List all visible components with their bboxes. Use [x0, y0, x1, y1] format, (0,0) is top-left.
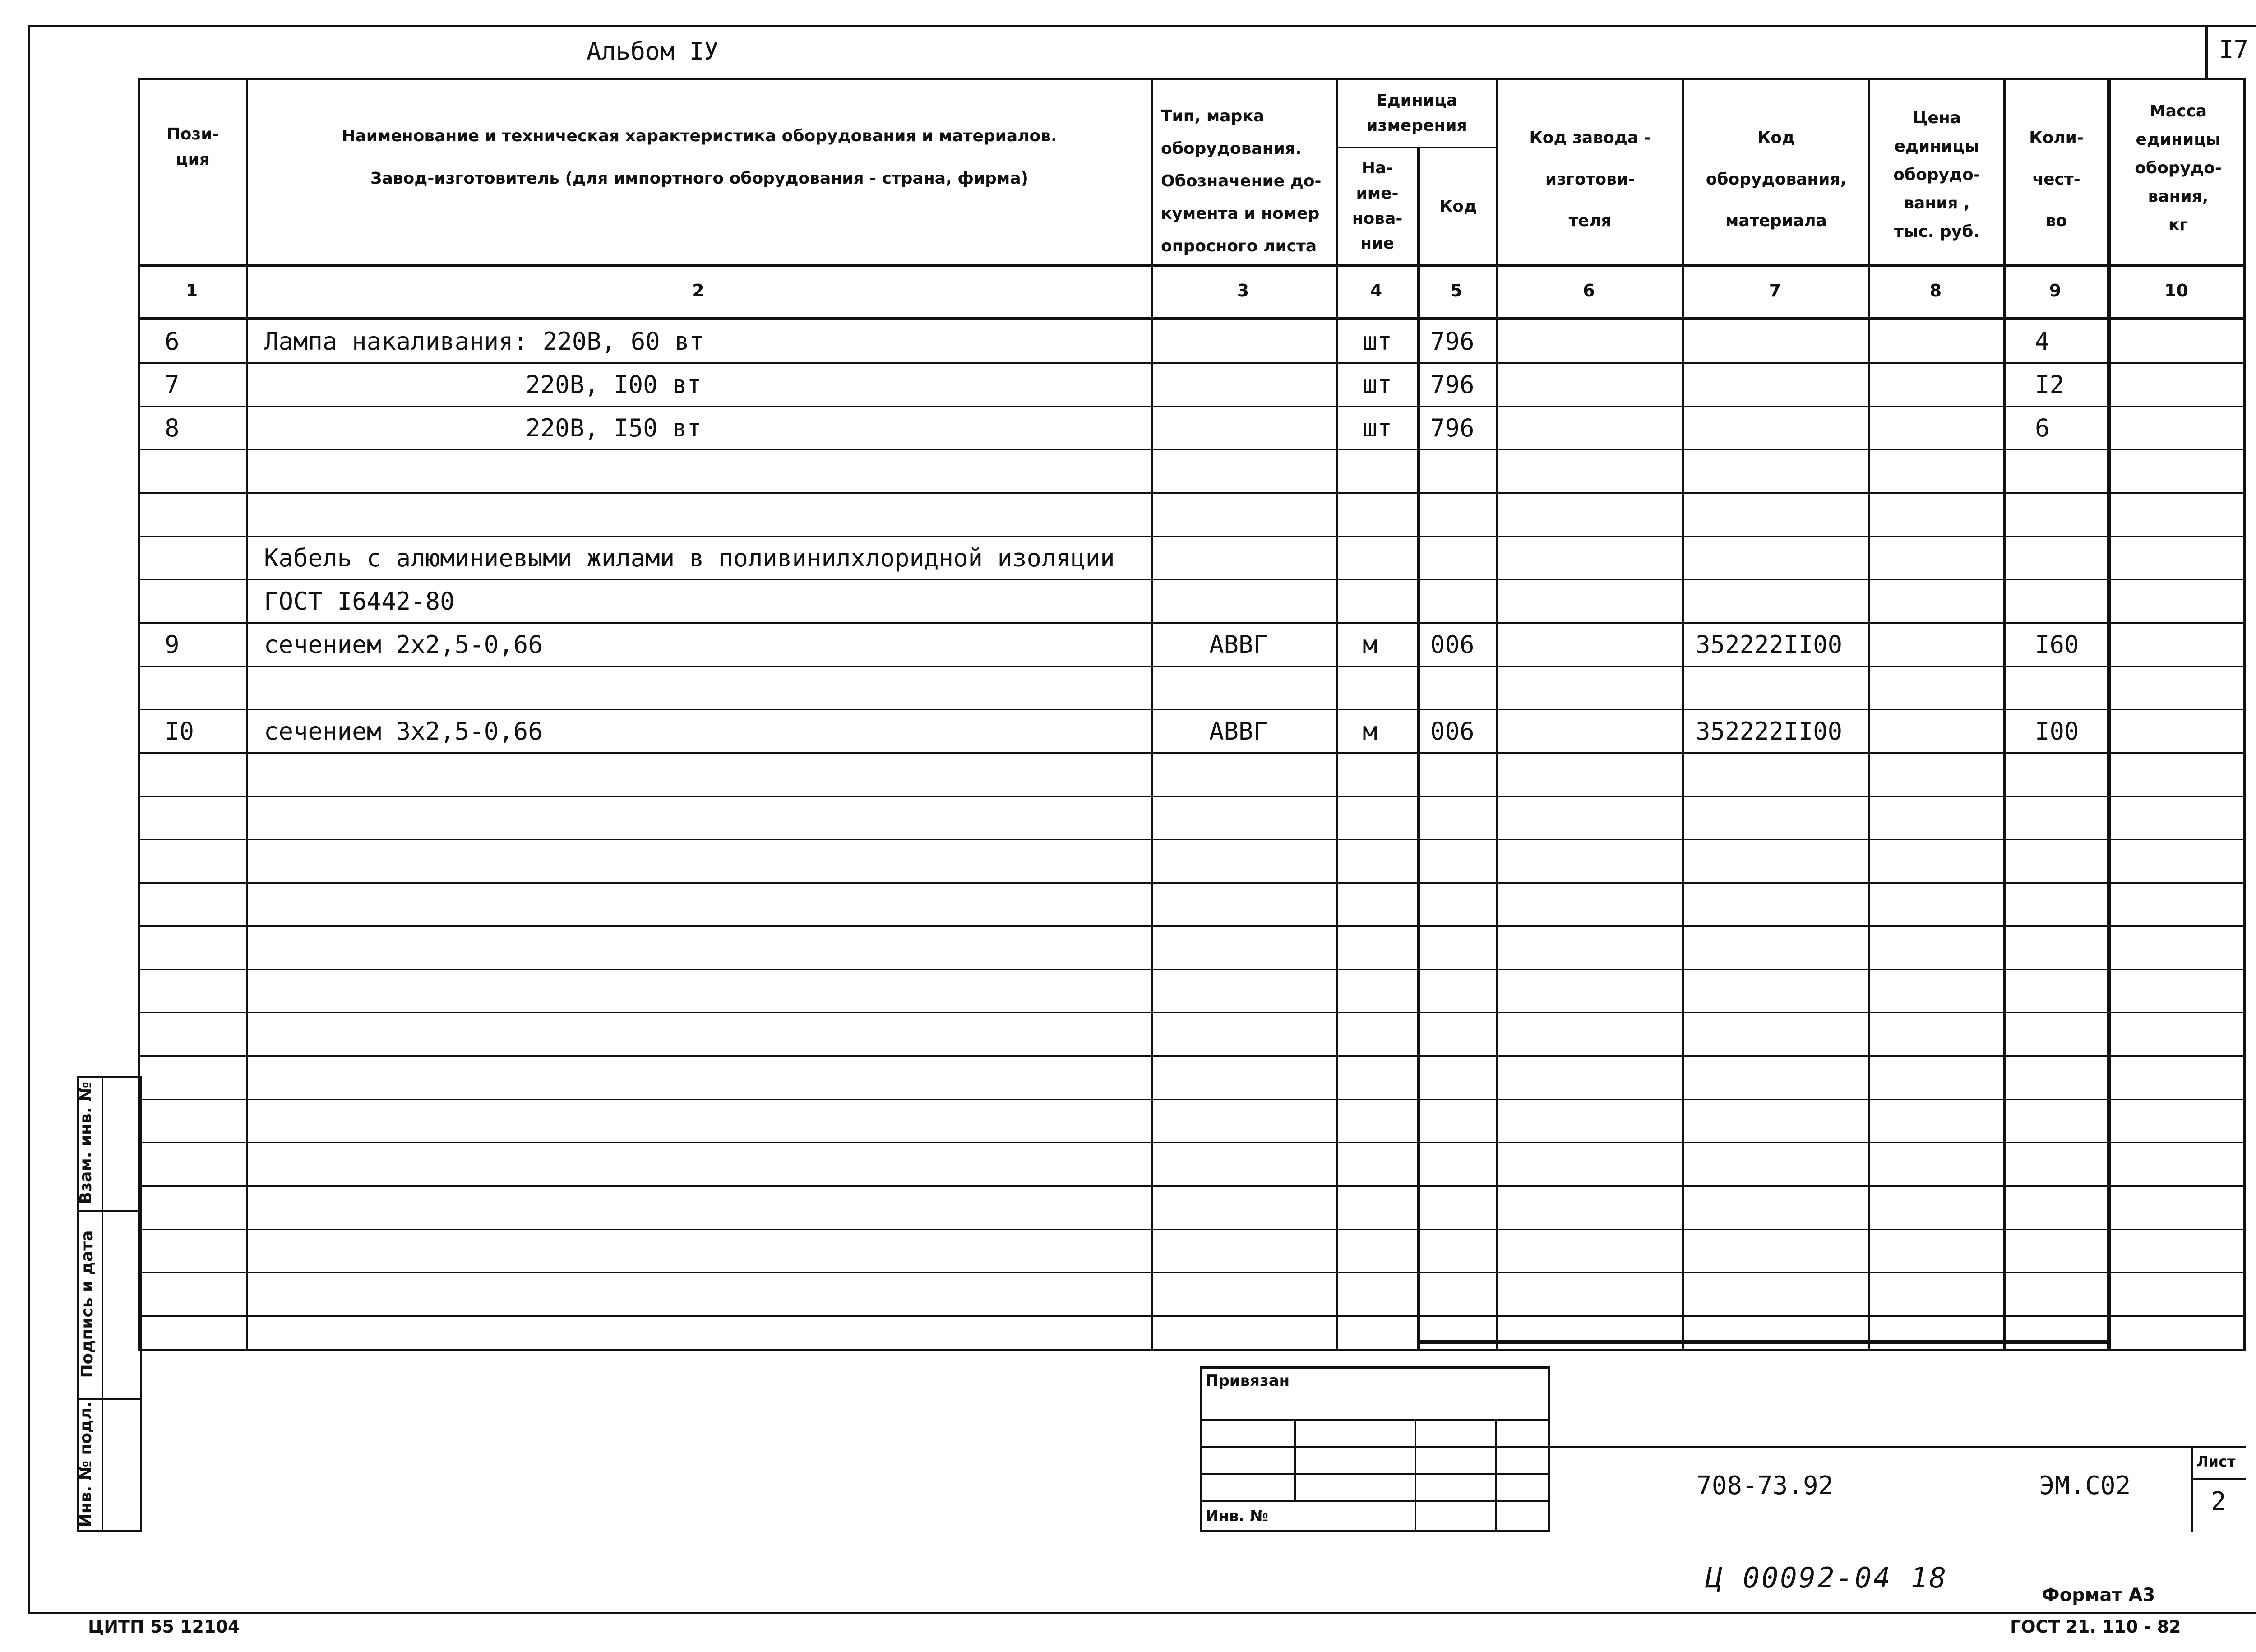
side-stamp-line-1: [77, 1210, 142, 1212]
cell-name: 220В, I00 вт: [526, 370, 702, 399]
col-line-7: [1868, 78, 1870, 1351]
cell-material-code: 352222II00: [1696, 630, 1843, 659]
row-line: [138, 1315, 2246, 1317]
row-line: [138, 536, 2246, 537]
row-line: [138, 1229, 2246, 1230]
attached-line-4: [1200, 1500, 1550, 1502]
cell-unit: шт: [1363, 327, 1392, 356]
column-number-5: 5: [1450, 281, 1462, 301]
column-number-7: 7: [1769, 281, 1781, 301]
cell-unit: м: [1363, 717, 1378, 745]
row-line: [138, 1185, 2246, 1187]
row-line: [138, 449, 2246, 450]
row-line: [138, 882, 2246, 884]
row-line: [138, 362, 2246, 364]
header-unit-group: Единица измерения: [1366, 91, 1467, 135]
side-label-sign-date: Подпись и дата: [78, 1230, 97, 1378]
spec-table: [138, 78, 2246, 1351]
column-number-1: 1: [185, 281, 198, 301]
header-price: Цена единицы оборудо- вания , тыс. руб.: [1893, 109, 1980, 241]
cell-unit: м: [1363, 630, 1378, 659]
cell-quantity: I00: [2035, 717, 2079, 745]
cell-position: 9: [165, 630, 180, 659]
column-number-10: 10: [2164, 281, 2188, 301]
header-material-code: Код оборудования, материала: [1706, 129, 1847, 230]
attached-col-2: [1415, 1419, 1416, 1532]
handwritten-code: Ц 00092-04 18: [1706, 1561, 1948, 1594]
cell-quantity: 6: [2035, 414, 2050, 442]
header-mass: Масса единицы оборудо- вания, кг: [2135, 102, 2222, 234]
row-line: [138, 969, 2246, 970]
col-line-9: [2107, 78, 2111, 1351]
column-number-4: 4: [1370, 281, 1382, 301]
attached-col-3: [1495, 1419, 1497, 1532]
attached-label: Привязан: [1206, 1372, 1290, 1390]
title-block-top: [1550, 1446, 2246, 1448]
cell-type: АВВГ: [1209, 717, 1268, 745]
attached-line-1: [1200, 1419, 1550, 1421]
header-type: Тип, марка оборудования. Обозначение до- кумента и номер опросного листа: [1161, 107, 1322, 255]
cell-name: 220В, I50 вт: [526, 414, 702, 442]
row-line: [138, 1099, 2246, 1100]
header-bottom-line: [138, 264, 2246, 267]
row-line: [138, 1142, 2246, 1143]
row-line: [138, 406, 2246, 407]
column-number-6: 6: [1583, 281, 1595, 301]
sheet-label: Лист: [2196, 1453, 2236, 1470]
unit-group-line: [1336, 147, 1496, 148]
cell-position: 7: [165, 370, 180, 399]
cell-position: 6: [165, 327, 180, 356]
cell-name: Лампа накаливания: 220В, 60 вт: [264, 327, 704, 356]
col-line-6: [1682, 78, 1684, 1351]
cell-unit: шт: [1363, 370, 1392, 399]
header-unit-code: Код: [1439, 197, 1477, 216]
row-line: [138, 1012, 2246, 1013]
row-line: [138, 1272, 2246, 1273]
standard-code: ГОСТ 21. 110 - 82: [2010, 1617, 2181, 1637]
cell-name: Кабель с алюминиевыми жилами в поливинилхлоридной изоляции: [264, 544, 1115, 572]
column-number-9: 9: [2049, 281, 2062, 301]
cell-unit-code: 796: [1430, 414, 1475, 442]
column-number-2: 2: [692, 281, 704, 301]
attached-line-2: [1200, 1446, 1550, 1448]
row-line: [138, 839, 2246, 840]
col-line-2: [1151, 78, 1153, 1351]
cell-quantity: I2: [2035, 370, 2065, 399]
cell-material-code: 352222II00: [1696, 717, 1843, 745]
column-number-3: 3: [1237, 281, 1249, 301]
org-code: ЦИТП 55 12104: [88, 1617, 240, 1637]
col-line-3: [1336, 78, 1338, 1351]
format-label: Формат А3: [2042, 1585, 2155, 1606]
header-unit-name: На- име- нова- ние: [1352, 159, 1403, 253]
sheet-number-top: I7: [2219, 35, 2249, 64]
side-label-swap-inv: Взам. инв. №: [77, 1082, 95, 1204]
doc-number: 708-73.92: [1697, 1471, 1834, 1500]
inv-label: Инв. №: [1206, 1507, 1269, 1525]
cell-quantity: 4: [2035, 327, 2050, 356]
row-line: [138, 752, 2246, 754]
sheet-number-box-left: [2205, 25, 2208, 79]
doc-code: ЭМ.С02: [2039, 1471, 2131, 1500]
row-line: [138, 925, 2246, 927]
cell-position: I0: [165, 717, 194, 745]
header-quantity: Коли- чест- во: [2029, 129, 2084, 230]
cell-quantity: I60: [2035, 630, 2079, 659]
cell-unit-code: 006: [1430, 630, 1475, 659]
code-block-bottom: [1417, 1340, 2111, 1344]
side-label-inv-orig: Инв. № подл.: [77, 1401, 95, 1527]
cell-type: АВВГ: [1209, 630, 1268, 659]
row-line: [138, 579, 2246, 580]
attached-line-3: [1200, 1473, 1550, 1475]
header-name: Наименование и техническая характеристика оборудования и материалов. Завод-изготовитель (для импортного оборудования - страна, фирма): [342, 127, 1057, 188]
album-title: Альбом IУ: [587, 37, 719, 65]
row-line: [138, 709, 2246, 710]
row-line: [138, 492, 2246, 494]
col-line-5: [1496, 78, 1498, 1351]
cell-name: сечением 2х2,5-0,66: [264, 630, 543, 659]
row-line: [138, 622, 2246, 624]
sheet-value: 2: [2211, 1487, 2226, 1516]
row-line: [138, 1055, 2246, 1057]
row-line: [138, 666, 2246, 667]
col-line-4: [1417, 147, 1420, 1351]
row-line: [138, 796, 2246, 797]
col-line-1: [246, 78, 248, 1351]
header-position: Пози- ция: [166, 125, 219, 169]
column-number-8: 8: [1929, 281, 1942, 301]
sheet-box-left: [2191, 1446, 2193, 1532]
cell-unit-code: 006: [1430, 717, 1475, 745]
cell-unit-code: 796: [1430, 327, 1475, 356]
sheet-box-mid: [2191, 1478, 2246, 1480]
numbers-bottom-line: [138, 317, 2246, 320]
col-line-8: [2003, 78, 2006, 1351]
cell-name: сечением 3х2,5-0,66: [264, 717, 543, 745]
cell-unit-code: 796: [1430, 370, 1475, 399]
header-plant-code: Код завода - изготови- теля: [1529, 129, 1651, 230]
cell-position: 8: [165, 414, 180, 442]
side-stamp-divider: [102, 1076, 103, 1532]
cell-unit: шт: [1363, 414, 1392, 442]
attached-col-1: [1294, 1419, 1296, 1500]
cell-name: ГОСТ I6442-80: [264, 587, 455, 615]
